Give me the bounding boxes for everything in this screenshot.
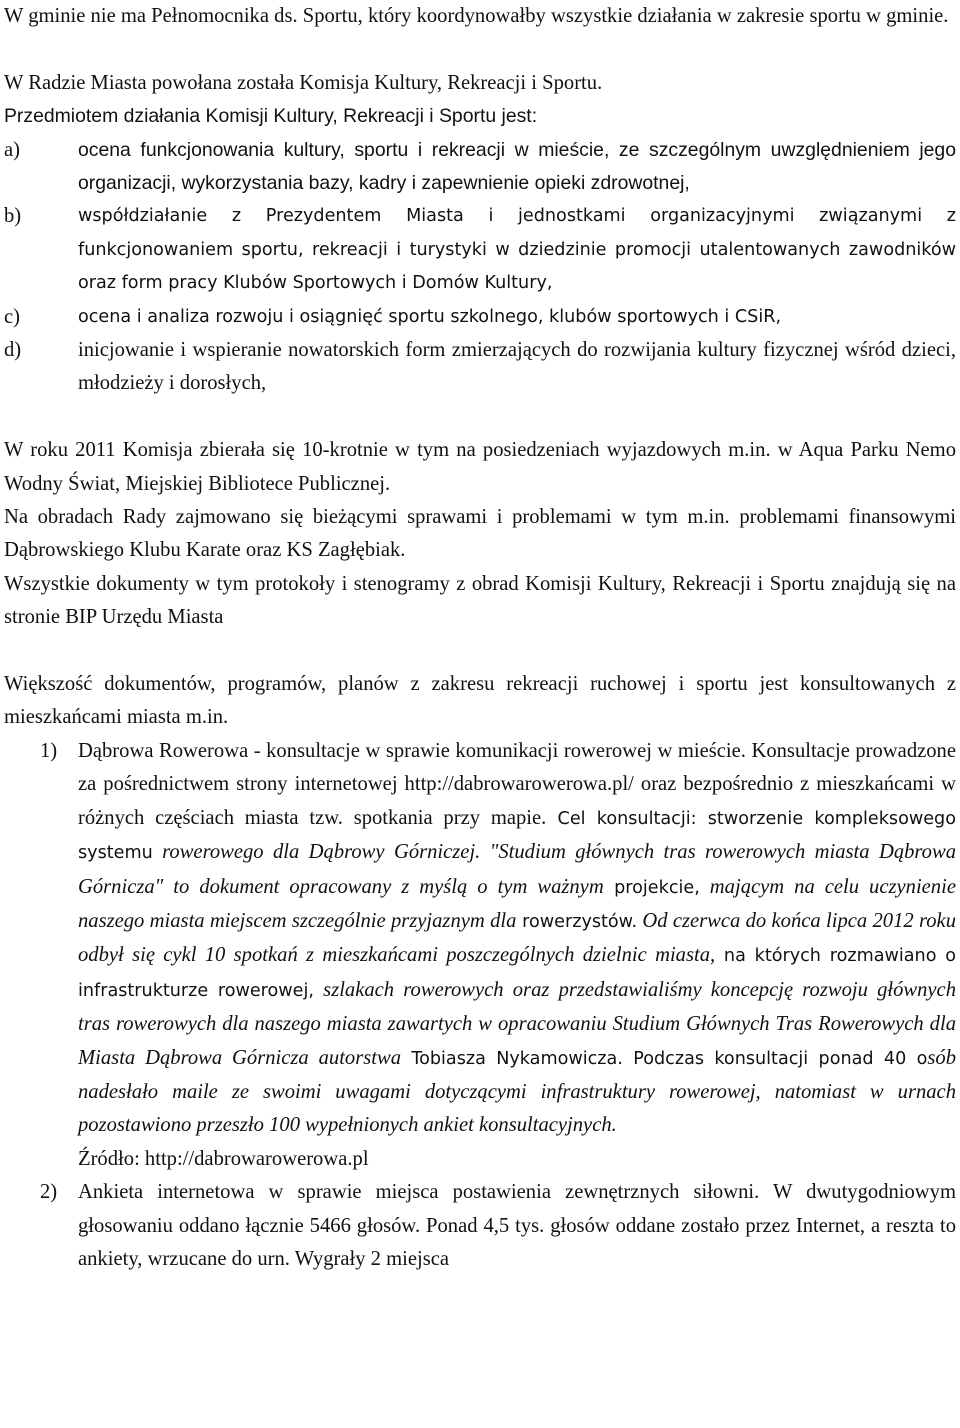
list-item-marker: b) xyxy=(4,205,22,228)
spacer xyxy=(4,401,956,434)
list-item xyxy=(4,134,956,201)
consultations-intro: Większość dokumentów, programów, planów z zakresu rekreacji ruchowej i sportu jest konsultowanych z mieszkańcami miasta m.in. xyxy=(4,673,956,729)
list-item-text: Ankieta internetowa w sprawie miejsca postawienia zewnętrznych siłowni. W dwutygodniowym głosowaniu oddano łącznie 5466 głosów. Ponad 4,5 tys. głosów oddane zostało przez Internet, a reszta to ankiety, wrzucane do urn. Wygrały 2 miejsca xyxy=(78,1181,956,1270)
list-item xyxy=(4,334,956,401)
list-item-text: ocena funkcjonowania kultury, sportu i rekreacji w mieście, ze szczególnym uwzględnieniem jego organizacji, wykorzystania bazy, kadry i zapewnienie opieki zdrowotnej, xyxy=(78,138,956,195)
list-item-marker: 1) xyxy=(40,739,58,762)
list-item-text xyxy=(78,735,956,1176)
consultation-text-part: Dąbrowa Rowerowa - konsultacje w sprawie komunikacji rowerowej w mieście. Konsultacje prowadzone za pośrednictwem strony internetowej http://dabrowarowerowa.pl/ oraz bezpośrednio z mieszkańcami w różnych częściach miasta tzw. spotkania przy mapie. xyxy=(78,739,956,829)
meetings-paragraph-2: Na obradach Rady zajmowano się bieżącymi sprawami i problemami w tym m.in. problemami finansowymi Dąbrowskiego Klubu Karate oraz KS Zagłębiak. xyxy=(4,506,956,562)
spacer xyxy=(4,33,956,66)
meetings-paragraph-1: W roku 2011 Komisja zbierała się 10-krotnie w tym na posiedzeniach wyjazdowych m.in. w Aqua Parku Nemo Wodny Świat, Miejskiej Bibliotece Publicznej. xyxy=(4,439,956,495)
consultation-text-part: rowerowego dla Dąbrowy Górniczej. "Studium głównych tras rowerowych miasta Dąbrowa Górnicza" to dokument opracowany z myślą o tym ważnym xyxy=(78,841,956,898)
consultation-text-part: mającym na celu uczynienie naszego miasta miejscem szczególnie przyjaznym dla xyxy=(78,875,956,932)
intro-paragraph-1: W gminie nie ma Pełnomocnika ds. Sportu, który koordynowałby wszystkie działania w zakresie sportu w gminie. xyxy=(4,5,949,27)
consultation-item-1 xyxy=(4,735,956,1176)
consultation-text-part: szlakach rowerowych oraz przedstawialiśmy koncepcję rozwoju głównych tras rowerowych dla naszego miasta zawartych w opracowaniu Studium Głównych Tras Rowerowych dla Miasta Dąbrowa Górnicza autorstwa xyxy=(78,978,956,1069)
consultation-text-part: Cel konsultacji: stworzenie kompleksowego systemu xyxy=(78,808,956,864)
meetings-paragraph-3: Wszystkie dokumenty w tym protokoły i stenogramy z obrad Komisji Kultury, Rekreacji i Sportu znajdują się na stronie BIP Urzędu Miasta xyxy=(4,572,956,629)
list-item-marker: 2) xyxy=(40,1181,58,1204)
consultation-item-2 xyxy=(4,1176,956,1276)
spacer xyxy=(4,635,956,668)
intro-paragraph-2: W Radzie Miasta powołana została Komisja Kultury, Rekreacji i Sportu. xyxy=(4,71,603,94)
consultation-text-part: rowerzystów. xyxy=(516,911,638,932)
consultation-text-part: sób nadesłało maile ze swoimi uwagami dotyczącymi infrastruktury rowerowej, natomiast w urnach pozostawiono przeszło 100 wypełnionych ankiet konsultacyjnych. xyxy=(78,1046,956,1137)
list-item-marker: d) xyxy=(4,339,22,362)
consultation-text-part: na których rozmawiano o infrastrukturze rowerowej, xyxy=(78,946,956,1001)
consultation-text-part: projekcie, xyxy=(603,877,700,898)
list-item-marker: c) xyxy=(4,305,20,328)
list-item-text: współdziałanie z Prezydentem Miasta i jednostkami organizacyjnymi związanymi z funkcjonowaniem sportu, rekreacji i turystyki w dziedzinie promocji utalentowanych zawodników oraz form pracy Klubów Sportowych i Domów Kultury, xyxy=(78,206,956,294)
source-link[interactable]: : http://dabrowarowerowa.pl xyxy=(134,1147,369,1170)
consultation-text-part: Od czerwca do końca lipca 2012 roku odbył się cykl 10 spotkań z mieszkańcami poszczególnych dzielnic miasta, xyxy=(78,909,956,967)
list-item-marker: a) xyxy=(4,138,20,161)
list-item-text: ocena i analiza rozwoju i osiągnięć sportu szkolnego, klubów sportowych i CSiR, xyxy=(78,306,782,327)
consultation-text-part: Tobiasza Nykamowicza. Podczas konsultacji ponad 40 o xyxy=(401,1048,928,1069)
document-page xyxy=(4,0,956,1276)
list-item-text: inicjowanie i wspieranie nowatorskich form zmierzających do rozwijania kultury fizycznej wśród dzieci, młodzieży i dorosłych, xyxy=(78,339,956,395)
intro-paragraph-3: Przedmiotem działania Komisji Kultury, Rekreacji i Sportu jest: xyxy=(4,105,538,128)
list-item xyxy=(4,200,956,300)
commission-items-list xyxy=(4,134,956,401)
source-label: Źródło xyxy=(78,1147,135,1170)
list-item xyxy=(4,301,956,334)
